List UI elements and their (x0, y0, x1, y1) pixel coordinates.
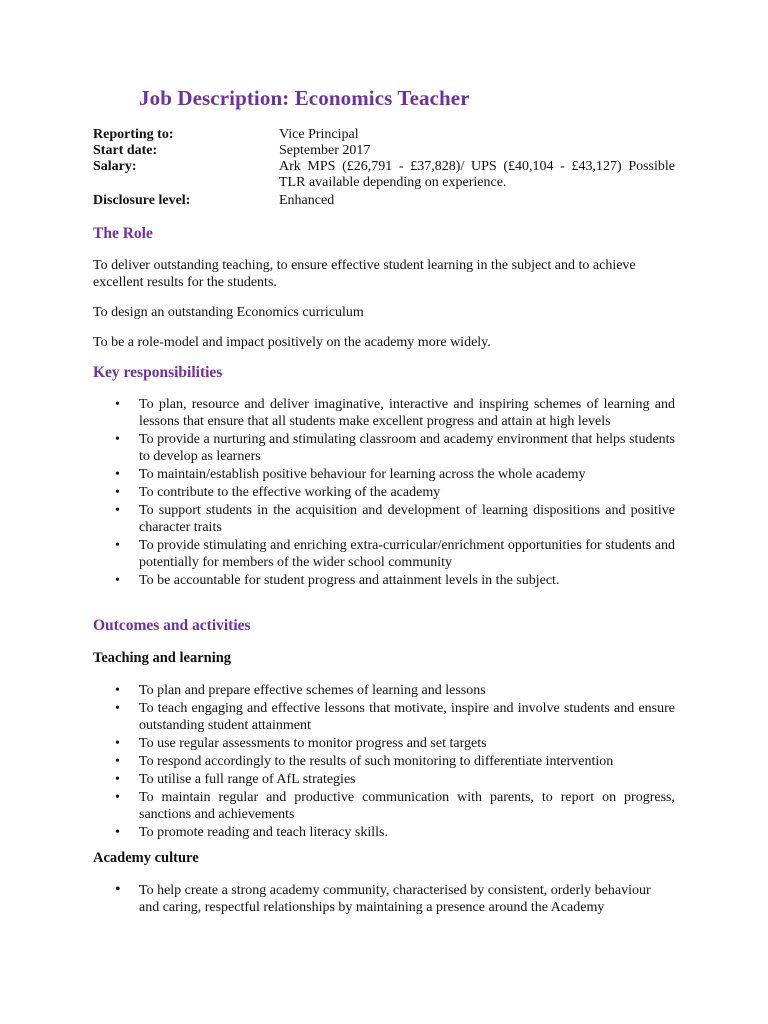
list-item-text: To contribute to the effective working of the academy (139, 485, 441, 500)
bullet-icon: • (115, 881, 121, 898)
teaching-list (93, 682, 675, 842)
list-item (93, 753, 675, 770)
list-item-text: To use regular assessments to monitor progress and set targets (139, 736, 487, 751)
list-item (93, 771, 675, 788)
meta-label: Start date: (93, 143, 158, 158)
list-item (93, 484, 675, 501)
meta-label: Salary: (93, 159, 137, 174)
bullet-icon: • (115, 573, 120, 588)
list-item-text: To support students in the acquisition and development of learning dispositions and positive character traits (139, 503, 675, 535)
list-item (93, 882, 653, 916)
list-item-text: To provide stimulating and enriching extra-curricular/enrichment opportunities for students and potentially for members of the wider school community (139, 538, 675, 570)
list-item-text: To maintain regular and productive communication with parents, to report on progress, sanctions and achievements (139, 790, 675, 822)
role-paragraph: To design an outstanding Economics curriculum (93, 305, 364, 320)
list-item (93, 396, 675, 430)
bullet-icon: • (115, 754, 120, 769)
list-item (93, 824, 675, 841)
list-item (93, 700, 675, 734)
subheading-culture: Academy culture (93, 850, 199, 866)
job-meta (93, 127, 675, 209)
bullet-icon: • (115, 772, 120, 787)
meta-row-disclosure (93, 193, 675, 209)
list-item (93, 466, 675, 483)
list-item-text: To plan, resource and deliver imaginative, interactive and inspiring schemes of learning and lessons that ensure that all students make excellent progress and attain at high levels (139, 397, 675, 429)
subheading-teaching: Teaching and learning (93, 650, 232, 666)
culture-list (93, 882, 653, 917)
meta-value: Vice Principal (279, 127, 359, 142)
section-heading-outcomes: Outcomes and activities (93, 617, 251, 634)
meta-label: Reporting to: (93, 127, 174, 142)
bullet-icon: • (115, 485, 120, 500)
bullet-icon: • (115, 701, 120, 716)
document-title: Job Description: Economics Teacher (139, 86, 470, 110)
meta-row-reporting (93, 127, 675, 143)
list-item (93, 572, 675, 589)
role-paragraph: To deliver outstanding teaching, to ensure effective student learning in the subject and to achieve excellent results for the students. (93, 258, 636, 290)
list-item-text: To help create a strong academy community, characterised by consistent, orderly behaviour and caring, respectful relationships by maintaining a presence around the Academy (139, 883, 651, 915)
list-item (93, 735, 675, 752)
section-heading-role: The Role (93, 225, 153, 242)
bullet-icon: • (115, 790, 120, 805)
list-item-text: To promote reading and teach literacy skills. (139, 825, 388, 840)
list-item-text: To plan and prepare effective schemes of learning and lessons (139, 683, 486, 698)
bullet-icon: • (115, 538, 120, 553)
list-item (93, 502, 675, 536)
bullet-icon: • (115, 825, 120, 840)
list-item-text: To provide a nurturing and stimulating classroom and academy environment that helps students to develop as learners (139, 432, 675, 464)
bullet-icon: • (115, 432, 120, 447)
meta-value: Ark MPS (£26,791 - £37,828)/ UPS (£40,104 - £43,127) Possible TLR available depending on experience. (279, 159, 675, 190)
section-heading-responsibilities: Key responsibilities (93, 364, 223, 381)
bullet-icon: • (115, 397, 120, 412)
meta-value: Enhanced (279, 193, 335, 208)
bullet-icon: • (115, 467, 120, 482)
list-item (93, 789, 675, 823)
bullet-icon: • (115, 736, 120, 751)
meta-row-start-date (93, 143, 675, 159)
list-item-text: To maintain/establish positive behaviour for learning across the whole academy (139, 467, 586, 482)
list-item-text: To respond accordingly to the results of such monitoring to differentiate intervention (139, 754, 614, 769)
list-item-text: To utilise a full range of AfL strategies (139, 772, 356, 787)
meta-value: September 2017 (279, 143, 371, 158)
bullet-icon: • (115, 503, 120, 518)
list-item-text: To teach engaging and effective lessons that motivate, inspire and involve students and ensure outstanding student attainment (139, 701, 675, 733)
bullet-icon: • (115, 683, 120, 698)
responsibilities-list (93, 396, 675, 590)
list-item (93, 682, 675, 699)
list-item (93, 431, 675, 465)
list-item-text: To be accountable for student progress and attainment levels in the subject. (139, 573, 560, 588)
meta-row-salary (93, 159, 675, 191)
list-item (93, 537, 675, 571)
meta-label: Disclosure level: (93, 193, 191, 208)
role-paragraph: To be a role-model and impact positively on the academy more widely. (93, 335, 491, 350)
